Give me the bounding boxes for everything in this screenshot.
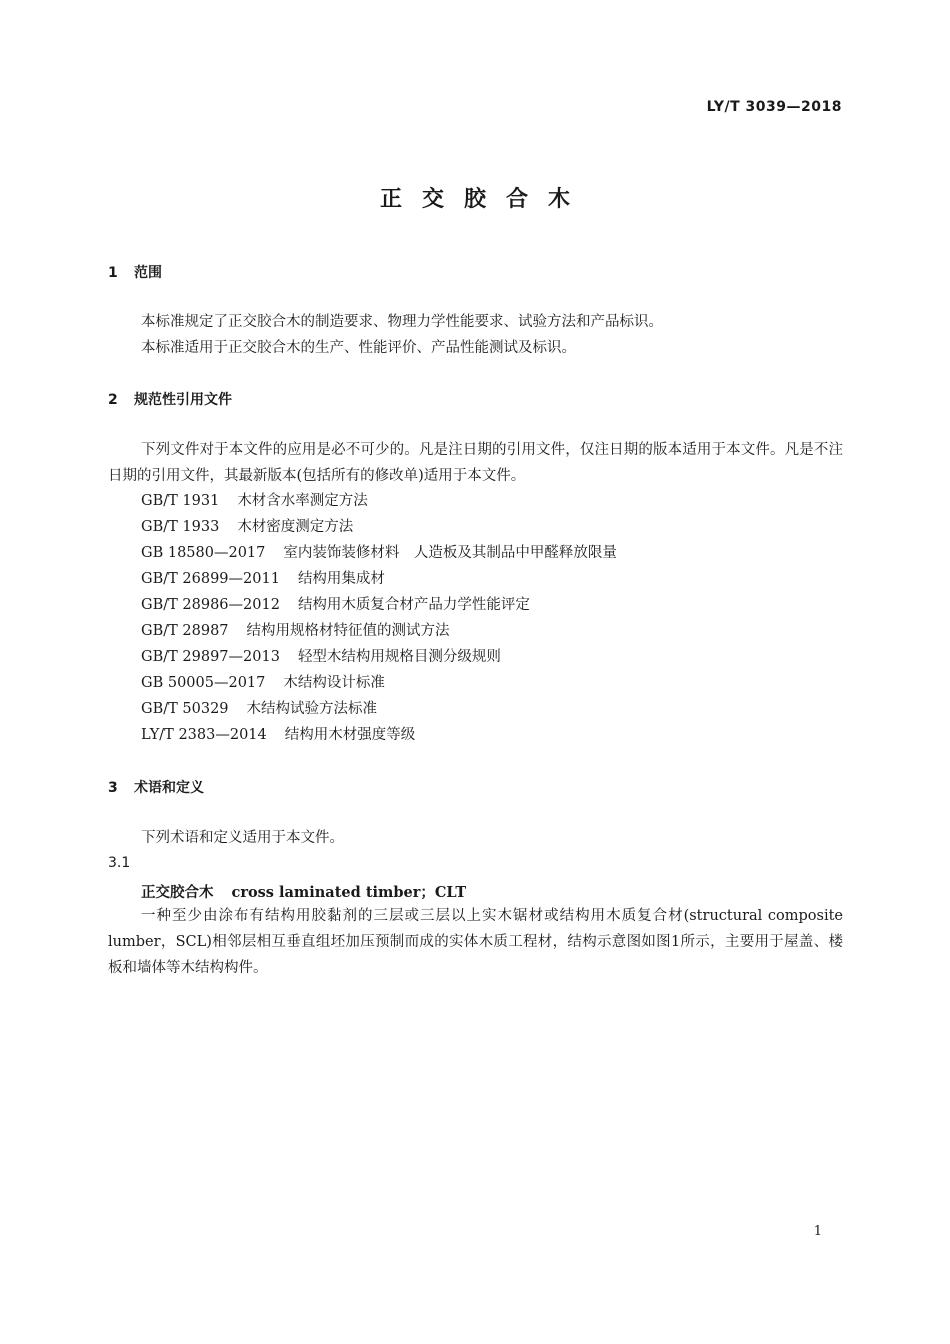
reference-title: 结构用规格材特征值的测试方法 xyxy=(246,623,450,639)
reference-item xyxy=(141,515,353,536)
reference-title: 结构用木质复合材产品力学性能评定 xyxy=(297,597,530,613)
standard-code: LY/T 3039—2018 xyxy=(706,99,842,115)
reference-item xyxy=(141,489,368,510)
reference-code: GB/T 28986—2012 xyxy=(141,597,280,613)
reference-code: GB/T 1933 xyxy=(141,519,220,535)
reference-title: 结构用集成材 xyxy=(297,571,385,587)
section-3-heading xyxy=(108,777,204,797)
term-definition: 一种至少由涂布有结构用胶黏剂的三层或三层以上实木锯材或结构用木质复合材(structural composite lumber，SCL)相邻层相互垂直组坯加压预制而成的实体木质工程材，结构示意图如图1所示，主要用于屋盖、楼板和墙体等木结构构件。 xyxy=(108,908,843,976)
reference-item xyxy=(141,697,377,718)
section-number: 1 xyxy=(108,265,118,281)
reference-code: GB 18580—2017 xyxy=(141,545,266,561)
term-heading xyxy=(141,881,466,902)
section-title: 规范性引用文件 xyxy=(134,392,232,408)
document-title: 正交胶合木 xyxy=(379,187,590,212)
reference-item xyxy=(141,619,450,640)
reference-title: 室内装饰装修材料 人造板及其制品中甲醛释放限量 xyxy=(283,545,617,561)
reference-item xyxy=(141,645,501,666)
term-number: 3.1 xyxy=(108,855,131,871)
scope-paragraph-2: 本标准适用于正交胶合木的生产、性能评价、产品性能测试及标识。 xyxy=(141,340,576,356)
term-chinese: 正交胶合木 xyxy=(141,884,214,901)
reference-code: GB/T 29897—2013 xyxy=(141,649,280,665)
reference-item xyxy=(141,593,530,614)
reference-item xyxy=(141,723,415,744)
reference-title: 轻型木结构用规格目测分级规则 xyxy=(297,649,501,665)
reference-item xyxy=(141,541,617,562)
section-title: 范围 xyxy=(134,265,162,281)
reference-title: 木材含水率测定方法 xyxy=(237,493,368,509)
reference-title: 木材密度测定方法 xyxy=(237,519,354,535)
section-number: 2 xyxy=(108,392,118,408)
section-number: 3 xyxy=(108,780,118,796)
reference-title: 木结构设计标准 xyxy=(283,675,385,691)
reference-item xyxy=(141,671,385,692)
section-2-heading xyxy=(108,389,232,409)
term-english: cross laminated timber；CLT xyxy=(231,884,467,901)
reference-title: 结构用木材强度等级 xyxy=(284,727,416,743)
reference-code: LY/T 2383—2014 xyxy=(141,727,267,743)
terms-intro: 下列术语和定义适用于本文件。 xyxy=(141,830,344,846)
reference-code: GB/T 1931 xyxy=(141,493,220,509)
reference-code: GB/T 28987 xyxy=(141,623,229,639)
section-1-heading xyxy=(108,262,162,282)
scope-paragraph-1: 本标准规定了正交胶合木的制造要求、物理力学性能要求、试验方法和产品标识。 xyxy=(141,314,663,330)
reference-code: GB/T 26899—2011 xyxy=(141,571,280,587)
references-intro: 下列文件对于本文件的应用是必不可少的。凡是注日期的引用文件，仅注日期的版本适用于本文件。凡是不注日期的引用文件，其最新版本(包括所有的修改单)适用于本文件。 xyxy=(108,442,843,484)
reference-code: GB/T 50329 xyxy=(141,701,229,717)
section-title: 术语和定义 xyxy=(134,780,204,796)
reference-code: GB 50005—2017 xyxy=(141,675,266,691)
reference-title: 木结构试验方法标准 xyxy=(246,701,378,717)
reference-item xyxy=(141,567,385,588)
page-number: 1 xyxy=(813,1224,822,1239)
